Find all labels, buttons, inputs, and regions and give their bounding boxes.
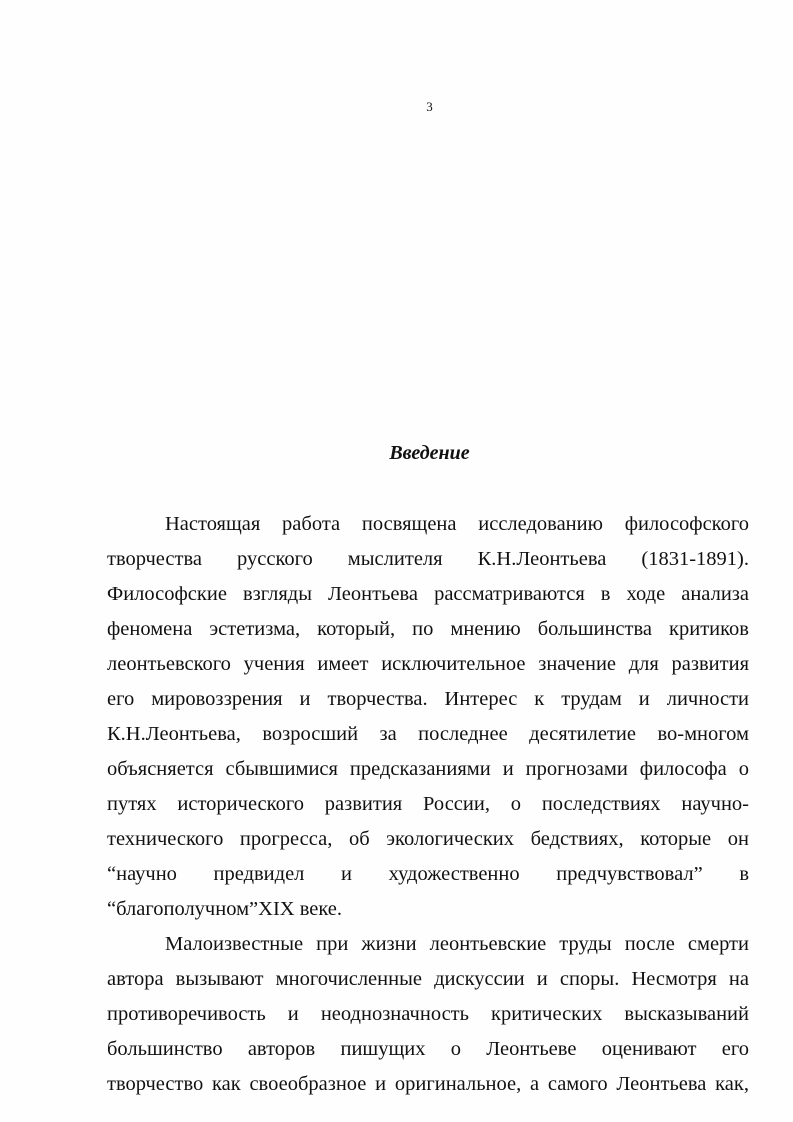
- text-line: его мировоззрения и творчества. Интерес к трудам и личности: [107, 688, 749, 710]
- text-line: путях исторического развития России, о последствиях научно-: [107, 793, 749, 815]
- text-line: технического прогресса, об экологических бедствиях, которые он: [107, 828, 749, 850]
- text-line: Малоизвестные при жизни леонтьевские труды после смерти: [165, 933, 749, 955]
- text-line: большинство авторов пишущих о Леонтьеве оценивают его: [107, 1038, 749, 1060]
- section-heading-text: Введение: [389, 442, 470, 464]
- text-line: “научно предвидел и художественно предчувствовал” в: [107, 863, 749, 885]
- text-line: феномена эстетизма, который, по мнению большинства критиков: [107, 618, 749, 640]
- page-number: [0, 99, 793, 115]
- text-line: противоречивость и неоднозначность критических высказываний: [107, 1003, 749, 1025]
- text-line: автора вызывают многочисленные дискуссии и споры. Несмотря на: [107, 968, 749, 990]
- text-line: Настоящая работа посвящена исследованию философского: [165, 513, 749, 535]
- text-line: “благополучном”XIX веке.: [107, 898, 343, 920]
- text-line: творчества русского мыслителя К.Н.Леонтьева (1831-1891).: [107, 548, 749, 570]
- text-line: творчество как своеобразное и оригинальное, а самого Леонтьева как,: [107, 1073, 749, 1095]
- paragraph-1: [107, 507, 749, 927]
- text-line: Философские взгляды Леонтьева рассматриваются в ходе анализа: [107, 583, 749, 605]
- section-heading: [0, 440, 793, 466]
- text-line: объясняется сбывшимися предсказаниями и прогнозами философа о: [107, 758, 749, 780]
- text-line: К.Н.Леонтьева, возросший за последнее десятилетие во-многом: [107, 723, 749, 745]
- page-number-text: 3: [426, 99, 433, 114]
- paragraph-2: [107, 927, 749, 1102]
- text-line: леонтьевского учения имеет исключительное значение для развития: [107, 653, 749, 675]
- body-text: [107, 507, 749, 1102]
